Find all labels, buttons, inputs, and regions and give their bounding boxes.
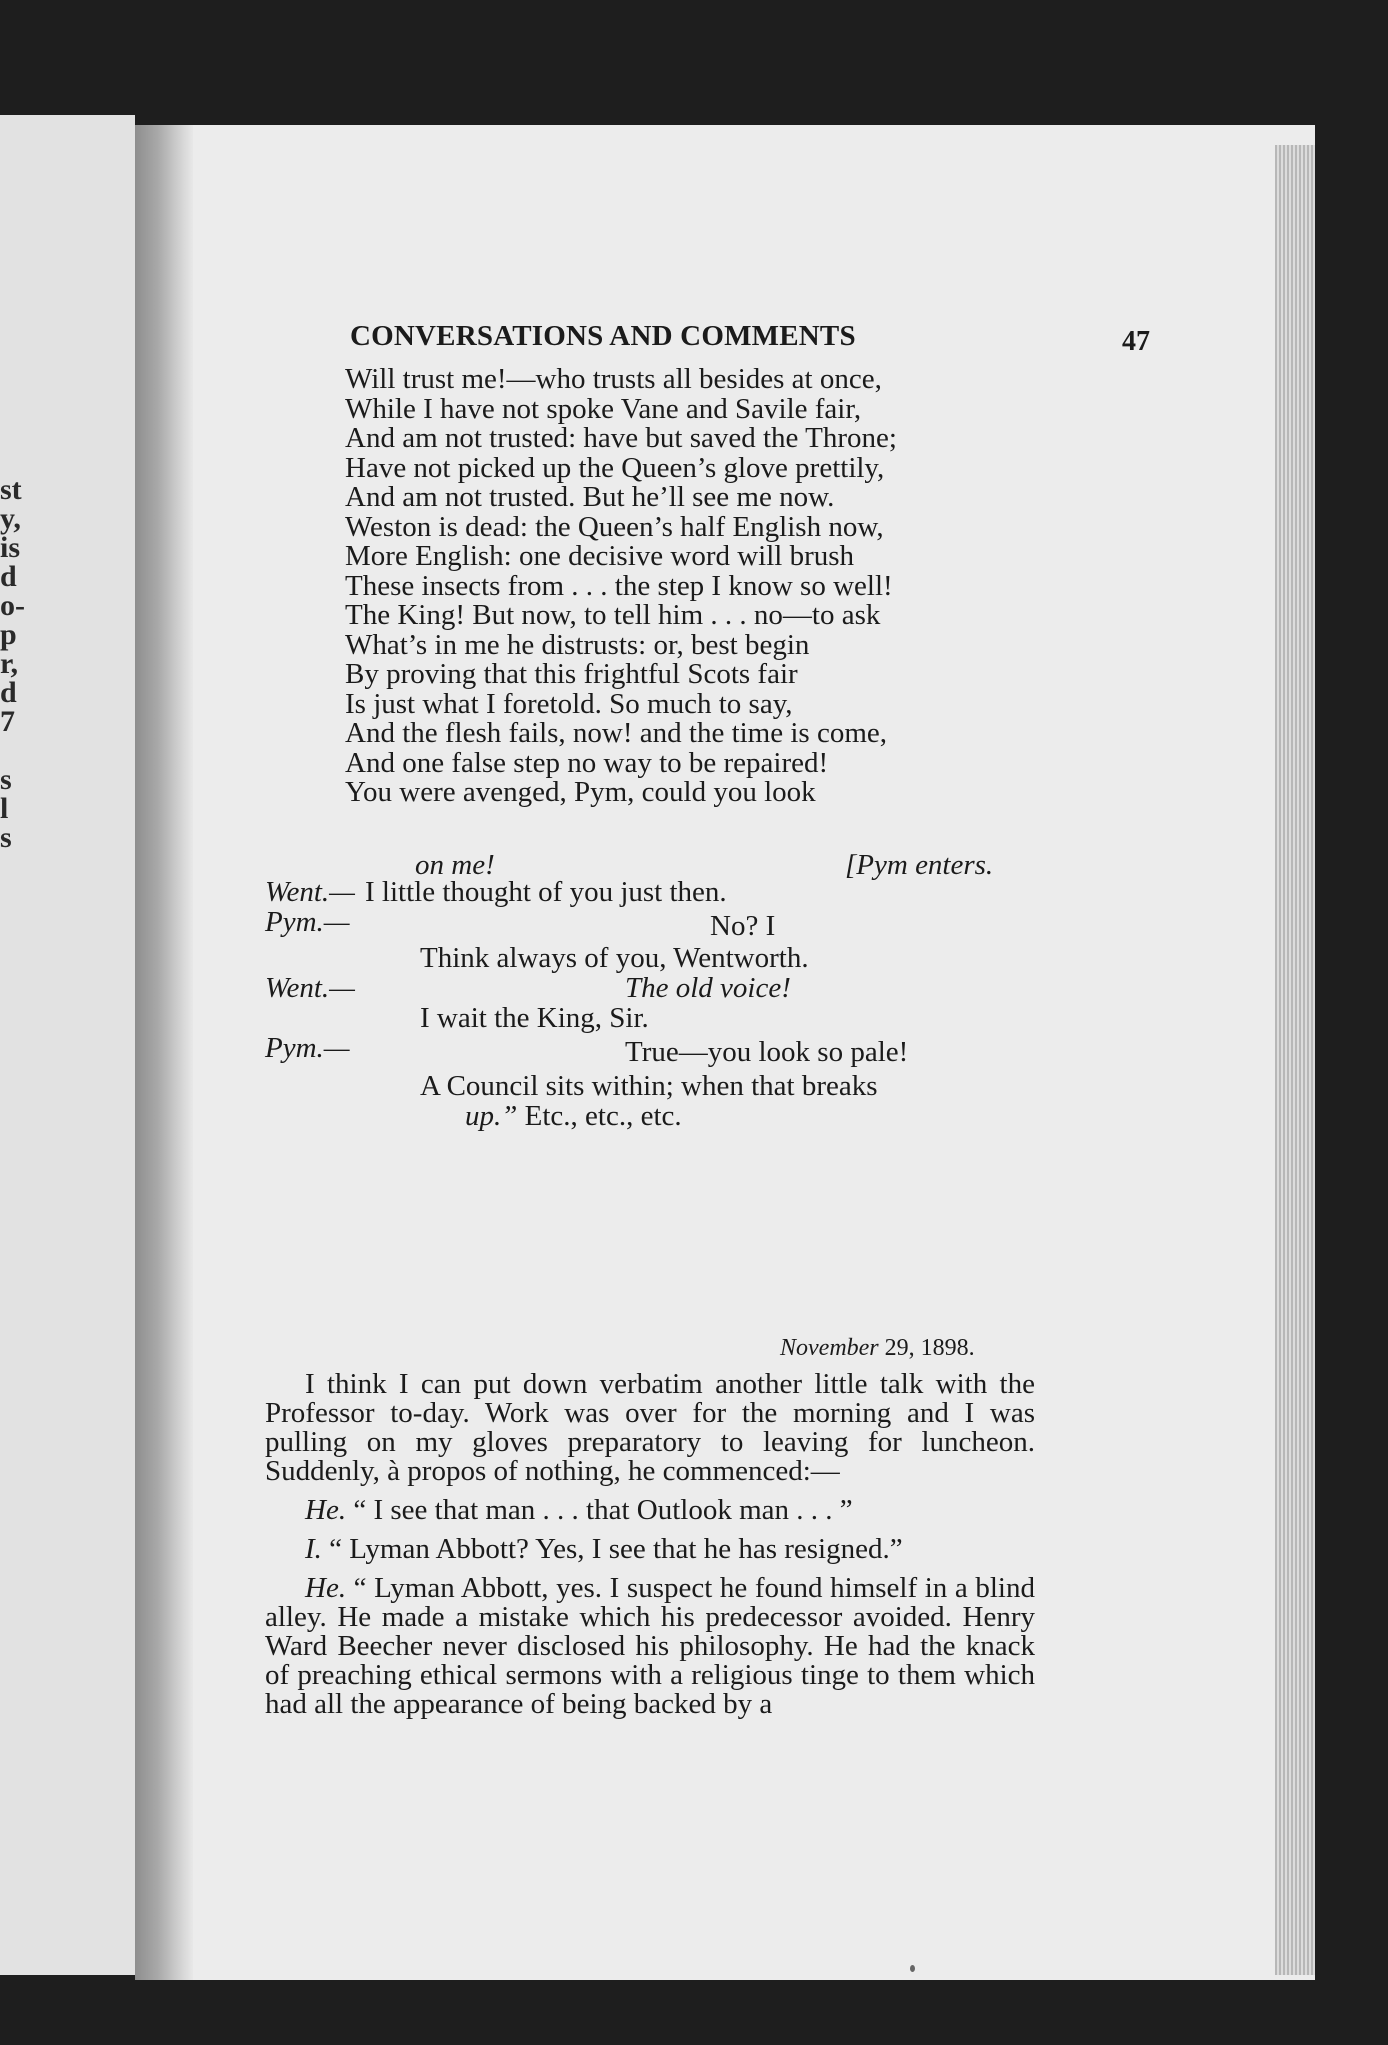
left-page-fragment: st [0,473,22,506]
book-page [135,125,1315,1980]
verse-line: What’s in me he distrusts: or, best begin [345,628,810,661]
left-page-fragment: is [0,531,21,564]
page-speck [910,1965,915,1972]
speaker-went: Went.— [265,972,355,1004]
prose-paragraph [265,1574,1035,1719]
dialogue-line-italic: up.” [465,1100,518,1132]
verse-line: And the flesh fails, now! and the time is come, [345,717,888,749]
left-page-fragment: l [0,792,9,825]
left-page-fragment: s [0,821,12,854]
left-page-fragment: s [0,763,12,796]
stage-direction: [Pym enters. [845,849,994,881]
prose-block [265,1370,1035,1729]
dialogue-block [265,877,1065,1131]
dialogue-line: A Council sits within; when that breaks [420,1070,878,1102]
left-page-fragment: d [0,676,17,709]
verse-line: The King! But now, to tell him . . . no—to ask [345,599,881,631]
left-page-fragment: d [0,560,17,593]
prose-speaker: He. [305,1572,347,1604]
dateline-month: November [780,1335,879,1361]
left-page-fragment [0,736,30,765]
dialogue-line: The old voice! [625,972,791,1004]
left-page-text-fragments [0,475,30,852]
dateline-date: 29, 1898. [884,1335,975,1361]
verse-line: You were avenged, Pym, could you look [345,776,816,808]
verse-line: By proving that this frightful Scots fair [345,658,798,690]
left-page-fragment: r, [0,647,19,680]
dateline [780,1335,975,1362]
dialogue-line: No? I [710,910,776,942]
speaker-went: Went.— [265,876,355,908]
verse-line: Is just what I foretold. So much to say, [345,687,793,720]
speaker-pym: Pym.— [265,906,350,938]
verse-line: Will trust me!—who trusts all besides at once, [345,363,882,395]
prose-paragraph [265,1496,1035,1525]
page-number: 47 [1122,326,1150,357]
running-head-title: CONVERSATIONS AND COMMENTS [350,320,856,352]
prose-speaker: He. [305,1494,347,1526]
verse-line: And am not trusted. But he’ll see me now. [345,481,835,513]
running-head [350,320,1150,360]
verse-end-line: on me! [415,849,495,881]
dialogue-line: Think always of you, Wentworth. [420,942,809,974]
left-page [0,115,135,1975]
verse-line: More English: one decisive word will brush [345,540,855,572]
prose-speaker: I. [305,1533,322,1565]
prose-text: “ Lyman Abbott, yes. I suspect he found himself in a blind alley. He made a mistake which his predecessor avoided. Henry Ward Beecher never disclosed his philosophy. He had the knack of preaching ethical sermons with a religious tinge to them which had all the appearance of being backed by a [265,1572,1035,1720]
verse-line: While I have not spoke Vane and Savile fair, [345,392,862,425]
verse-line: Have not picked up the Queen’s glove prettily, [345,451,885,484]
prose-text: “ Lyman Abbott? Yes, I see that he has resigned.” [321,1533,903,1565]
verse-block [345,365,1015,808]
left-page-fragment: 7 [0,705,15,738]
dialogue-line: True—you look so pale! [625,1036,909,1068]
verse-line: Weston is dead: the Queen’s half English now, [345,510,884,543]
left-page-fragment: p [0,618,17,651]
left-page-fragment: y, [0,502,21,535]
prose-paragraph [265,1535,1035,1564]
verse-line: These insects from . . . the step I know so well! [345,569,893,602]
left-page-fragment: o- [0,589,25,622]
prose-paragraph: I think I can put down verbatim another little talk with the Professor to-day. Work was over for the morning and I was pulling on my gloves preparatory to leaving for luncheon. Suddenly, à propos of nothing, he commenced:— [265,1368,1035,1487]
page-fore-edge [1275,145,1315,1975]
dialogue-line: I little thought of you just then. [365,876,727,908]
prose-text: “ I see that man . . . that Outlook man . . . ” [346,1494,853,1526]
verse-line: And one false step no way to be repaired! [345,746,829,779]
speaker-pym: Pym.— [265,1032,350,1064]
verse-line: And am not trusted: have but saved the Throne; [345,422,897,454]
page-gutter-shadow [135,125,193,1980]
dialogue-line: I wait the King, Sir. [420,1002,649,1034]
dialogue-line: Etc., etc., etc. [517,1100,682,1132]
